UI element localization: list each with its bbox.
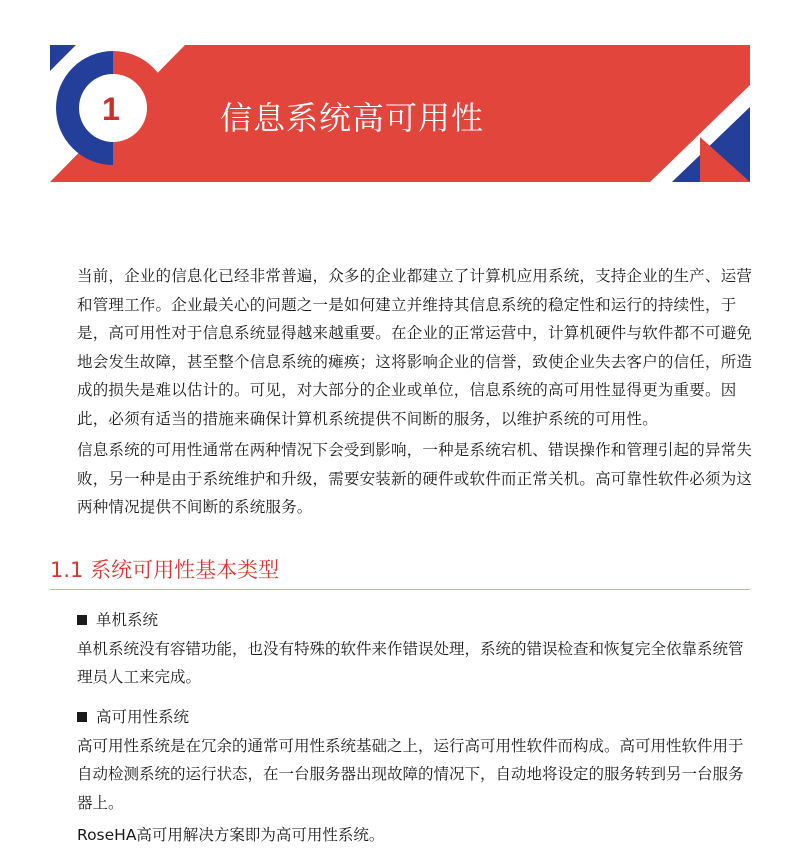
type-item-standalone [77, 606, 753, 692]
section-heading: 1.1 系统可用性基本类型 [50, 558, 280, 582]
type-item-high-availability [77, 703, 753, 817]
paragraph-text: 当前，企业的信息化已经非常普遍，众多的企业都建立了计算机应用系统，支持企业的生产、运营和管理工作。企业最关心的问题之一是如何建立并维持其信息系统的稳定性和运行的持续性，于是，高可用性对于信息系统显得越来越重要。在企业的正常运营中，计算机硬件与软件都不可避免地会发生故障，甚至整个信息系统的瘫痪；这将影响企业的信誉，致使企业失去客户的信任，所造成的损失是难以估计的。可见，对大部分的企业或单位，信息系统的高可用性显得更为重要。因此，必须有适当的措施来确保计算机系统提供不间断的服务，以维护系统的可用性。 [77, 267, 753, 428]
type-item-title: 高可用性系统 [96, 708, 190, 726]
type-item-label [77, 606, 753, 635]
closing-statement: RoseHA高可用解决方案即为高可用性系统。 [77, 826, 385, 844]
type-item-text: 高可用性系统是在冗余的通常可用性系统基础之上，运行高可用性软件而构成。高可用性软件用于自动检测系统的运行状态，在一台服务器出现故障的情况下，自动地将设定的服务转到另一台服务器上。 [77, 736, 744, 812]
square-bullet-icon [77, 615, 87, 625]
intro-paragraph-2 [77, 436, 753, 522]
type-item-title: 单机系统 [96, 611, 159, 629]
paragraph-text: 信息系统的可用性通常在两种情况下会受到影响，一种是系统宕机、错误操作和管理引起的异常失败，另一种是由于系统维护和升级，需要安装新的硬件或软件而正常关机。高可靠性软件必须为这两种情况提供不间断的系统服务。 [77, 441, 753, 516]
chapter-number: 1 [102, 91, 120, 127]
square-bullet-icon [77, 712, 87, 722]
intro-paragraph-1 [77, 262, 753, 433]
type-item-label [77, 703, 753, 732]
section-divider [50, 589, 750, 590]
type-item-text: 单机系统没有容错功能，也没有特殊的软件来作错误处理，系统的错误检查和恢复完全依靠系统管理员人工来完成。 [77, 639, 744, 686]
chapter-title: 信息系统高可用性 [220, 99, 485, 137]
chapter-banner [50, 45, 750, 182]
